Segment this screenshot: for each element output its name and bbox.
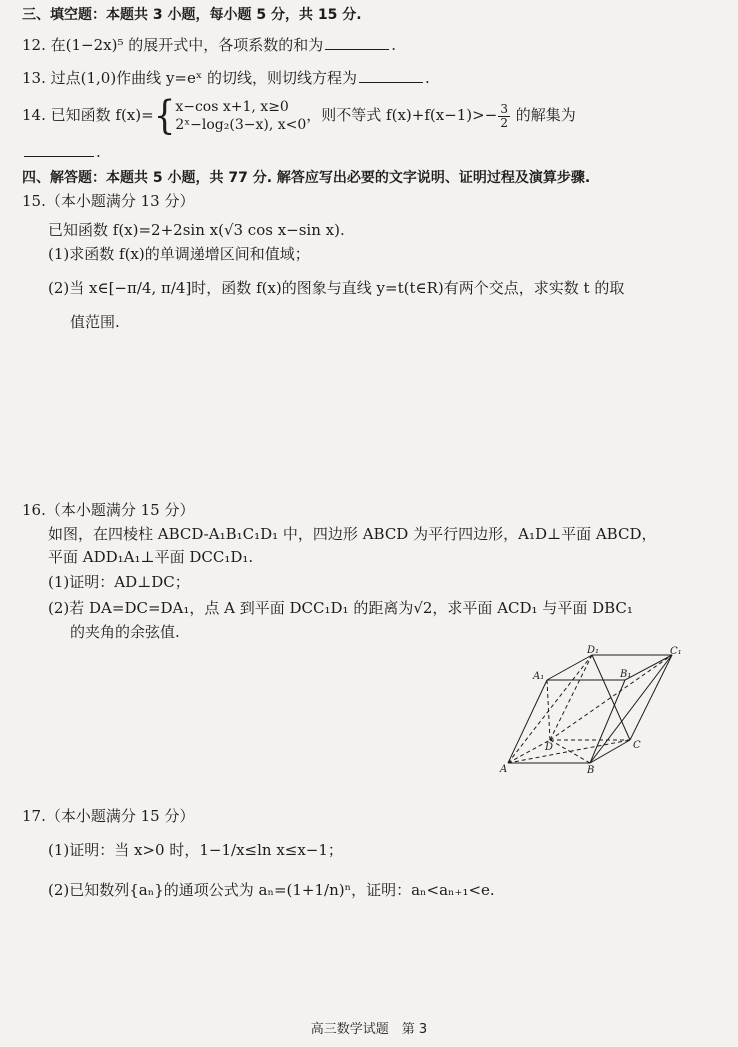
question-14 (22, 93, 576, 139)
q14-frac-den: 2 (500, 115, 508, 130)
edge-A1D (547, 680, 550, 740)
edge-BB1 (590, 680, 625, 763)
edge-B1C1 (625, 655, 672, 680)
edge-BC (590, 740, 630, 763)
question-13: 13. 过点(1,0)作曲线 y=eˣ 的切线，则切线方程为 . (22, 69, 430, 87)
q16-stem-b: 平面 ADD₁A₁⊥平面 DCC₁D₁. (48, 548, 254, 566)
diag-CD1 (592, 655, 630, 740)
q15-part1: (1)求函数 f(x)的单调递增区间和值域； (48, 245, 310, 263)
q12-text: 12. 在(1−2x)⁵ 的展开式中，各项系数的和为 (22, 36, 324, 54)
q14-end: 的解集为 (510, 106, 576, 124)
q15-part2b: 值范围. (70, 313, 120, 331)
prism-figure (495, 645, 695, 775)
q14-cases (175, 98, 306, 134)
q14-blank-line: . (22, 142, 101, 162)
q14-frac-num: 3 (500, 101, 508, 116)
q16-title: 16.（本小题满分 15 分） (22, 501, 195, 519)
q14-fraction (498, 103, 510, 130)
q14-case2: 2ˣ−log₂(3−x), x<0 (175, 117, 307, 133)
q17-part2: (2)已知数列{aₙ}的通项公式为 aₙ=(1+1/n)ⁿ，证明：aₙ<aₙ₊₁<e. (48, 881, 495, 899)
q14-brace: { (153, 93, 176, 139)
q14-answer-blank[interactable] (24, 142, 94, 157)
label-A1: A₁ (533, 671, 545, 682)
label-D: D (545, 742, 554, 753)
q14-tail: ，则不等式 f(x)+f(x−1)>− (306, 106, 498, 124)
q13-answer-blank[interactable] (359, 68, 423, 83)
q17-part1: (1)证明：当 x>0 时，1−1/x≤ln x≤x−1； (48, 841, 343, 859)
label-D1: D₁ (587, 645, 600, 656)
edge-DD1 (550, 655, 592, 740)
q14-case1: x−cos x+1, x≥0 (175, 99, 289, 115)
diag-DB (550, 740, 590, 763)
q13-text: 13. 过点(1,0)作曲线 y=eˣ 的切线，则切线方程为 (22, 69, 357, 87)
section4-heading: 四、解答题：本题共 5 小题，共 77 分. 解答应写出必要的文字说明、证明过程及演算步骤. (22, 170, 591, 186)
q16-stem-a: 如图，在四棱柱 ABCD-A₁B₁C₁D₁ 中，四边形 ABCD 为平行四边形，A₁D⊥平面 ABCD， (48, 525, 657, 543)
edge-AA1 (508, 680, 547, 763)
q17-title: 17.（本小题满分 15 分） (22, 807, 195, 825)
label-C1: C₁ (670, 646, 682, 657)
label-B: B (587, 765, 595, 775)
q16-part1: (1)证明：AD⊥DC； (48, 573, 190, 591)
q12-answer-blank[interactable] (325, 35, 389, 50)
question-12: 12. 在(1−2x)⁵ 的展开式中，各项系数的和为 . (22, 36, 397, 54)
q15-part2a: (2)当 x∈[−π/4, π/4]时，函数 f(x)的图象与直线 y=t(t∈R)有两个交点，求实数 t 的取 (48, 279, 625, 297)
label-B1: B₁ (620, 669, 632, 680)
label-A: A (500, 764, 508, 775)
q16-part2b: 的夹角的余弦值. (70, 623, 180, 641)
page-footer: 高三数学试题 第 3 (310, 1022, 428, 1037)
section3-heading: 三、填空题：本题共 3 小题，每小题 5 分，共 15 分. (22, 7, 362, 23)
q15-title: 15.（本小题满分 13 分） (22, 192, 195, 210)
edge-CC1 (630, 655, 672, 740)
edge-A1D1 (547, 655, 592, 680)
edge-AD (508, 740, 550, 763)
label-C: C (633, 740, 641, 751)
q15-stem: 已知函数 f(x)=2+2sin x(√3 cos x−sin x). (48, 221, 345, 239)
q16-part2a: (2)若 DA=DC=DA₁，点 A 到平面 DCC₁D₁ 的距离为√2，求平面 ACD₁ 与平面 DBC₁ (48, 599, 633, 617)
q14-lead: 14. 已知函数 f(x)= (22, 106, 154, 124)
